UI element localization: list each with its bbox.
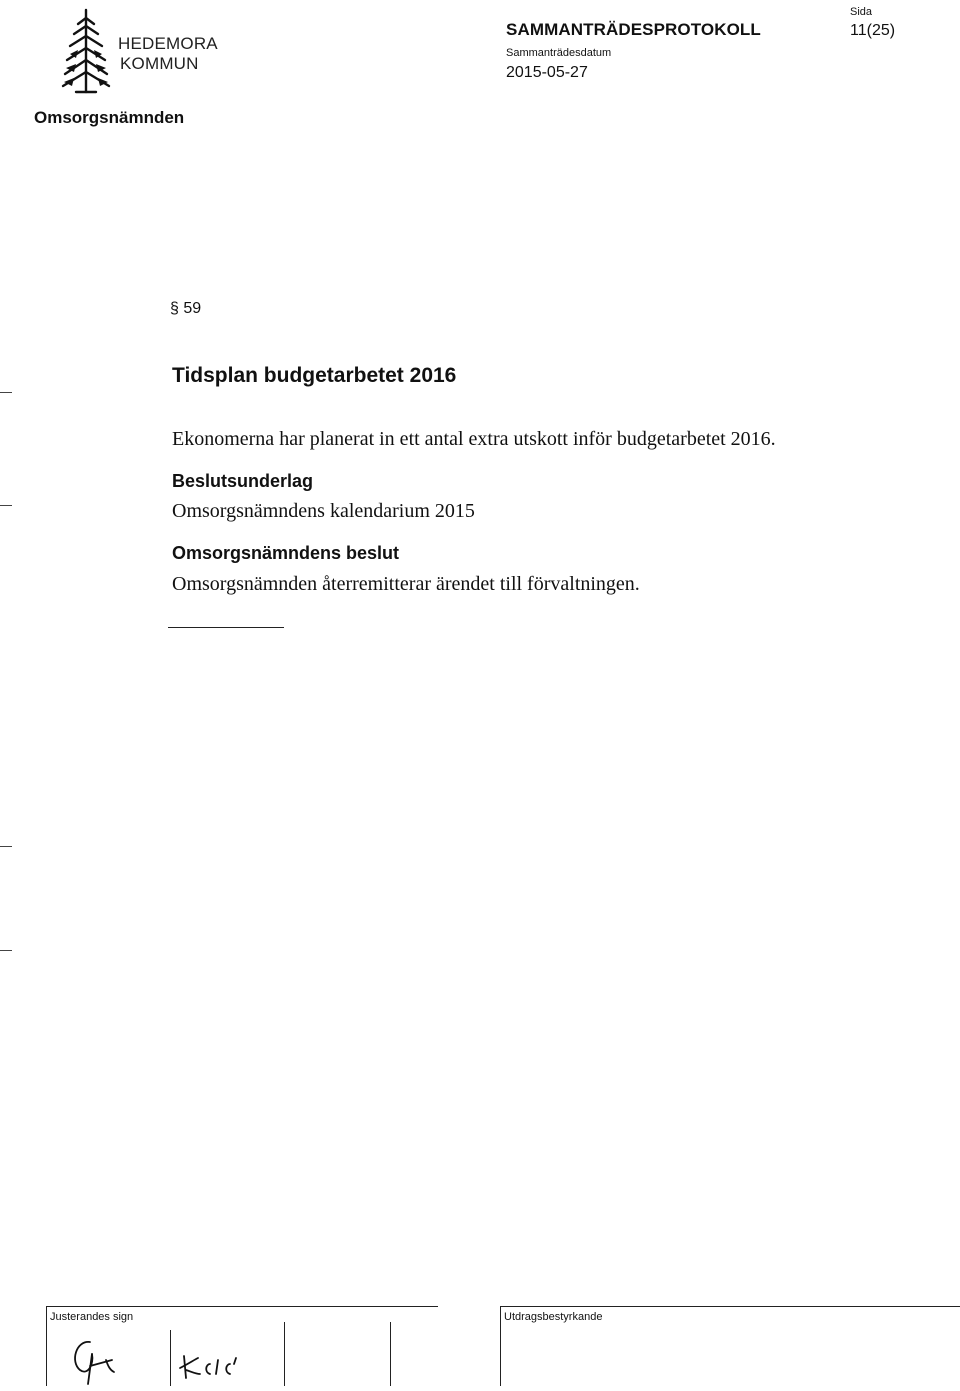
scan-mark <box>0 505 12 506</box>
footer-divider <box>284 1322 285 1386</box>
decision-heading: Omsorgsnämndens beslut <box>172 543 400 563</box>
scan-mark <box>0 950 12 951</box>
basis-heading: Beslutsunderlag <box>172 471 314 491</box>
meeting-date-label: Sammanträdesdatum <box>506 47 612 59</box>
page-label: Sida <box>850 6 873 18</box>
basis-text: Omsorgsnämndens kalendarium 2015 <box>172 500 475 522</box>
footer-rule-left <box>46 1306 438 1307</box>
document-type: SAMMANTRÄDESPROTOKOLL <box>506 20 761 39</box>
scan-mark <box>0 392 12 393</box>
signature-initials <box>60 1320 280 1386</box>
page-number: 11(25) <box>850 22 896 39</box>
footer-rule-right <box>500 1306 960 1307</box>
footer-divider <box>390 1322 391 1386</box>
extract-certification-label: Utdragsbestyrkande <box>504 1311 603 1323</box>
meeting-date: 2015-05-27 <box>506 64 588 81</box>
section-end-rule <box>168 627 284 628</box>
organization-name-line1: HEDEMORA <box>118 34 218 53</box>
footer-divider <box>46 1306 47 1386</box>
page-title: Tidsplan budgetarbetet 2016 <box>172 364 457 387</box>
committee-name: Omsorgsnämnden <box>34 108 185 127</box>
scan-mark <box>0 846 12 847</box>
organization-name <box>118 34 218 74</box>
intro-text: Ekonomerna har planerat in ett antal extra utskott inför budgetarbetet 2016. <box>172 428 776 450</box>
justification-sign-label: Justerandes sign <box>50 1311 134 1323</box>
footer-divider <box>500 1306 501 1386</box>
spruce-tree-logo-icon <box>60 6 112 96</box>
paragraph-number: § 59 <box>170 300 202 317</box>
decision-text: Omsorgsnämnden återremitterar ärendet till förvaltningen. <box>172 573 640 595</box>
organization-name-line2: KOMMUN <box>120 54 199 73</box>
